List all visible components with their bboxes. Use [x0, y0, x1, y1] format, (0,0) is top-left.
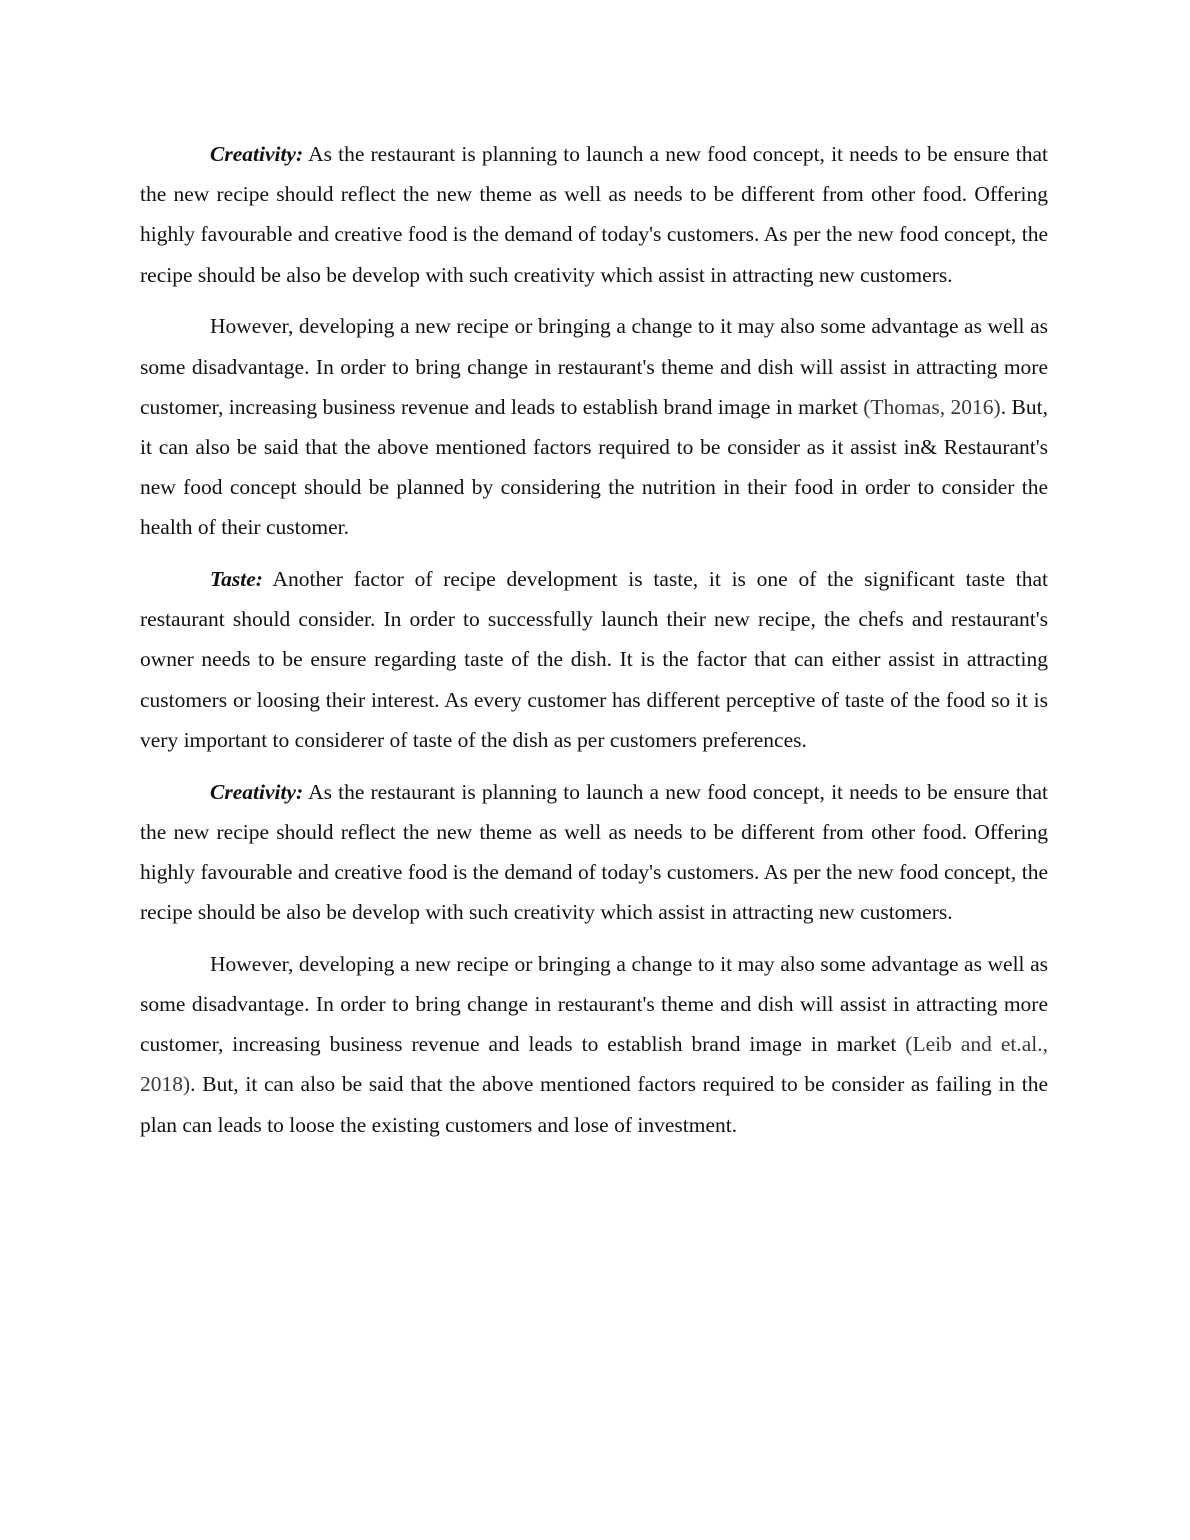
paragraph-advantages-2	[140, 944, 1048, 1145]
paragraph-advantages-1	[140, 306, 1048, 547]
paragraph-text: . But, it can also be said that the above mentioned factors required to be consider as failing in the plan can leads to loose the existing customers and lose of investment.	[140, 1072, 1048, 1137]
paragraph-text: However, developing a new recipe or bringing a change to it may also some advantage as well as some disadvantage. In order to bring change in restaurant's theme and dish will assist in attracting more customer, increasing business revenue and leads to establish brand image in market	[140, 314, 1048, 419]
paragraph-text: As the restaurant is planning to launch a new food concept, it needs to be ensure that the new recipe should reflect the new theme as well as needs to be different from other food. Offering highly favourable and creative food is the demand of today's customers. As per the new food concept, the recipe should be also be develop with such creativity which assist in attracting new customers.	[140, 142, 1048, 287]
paragraph-heading-creativity: Creativity:	[210, 779, 304, 804]
paragraph-text: As the restaurant is planning to launch a new food concept, it needs to be ensure that the new recipe should reflect the new theme as well as needs to be different from other food. Offering highly favourable and creative food is the demand of today's customers. As per the new food concept, the recipe should be also be develop with such creativity which assist in attracting new customers.	[140, 779, 1048, 925]
paragraph-text: However, developing a new recipe or bringing a change to it may also some advantage as well as some disadvantage. In order to bring change in restaurant's theme and dish will assist in attracting more customer, increasing business revenue and leads to establish brand image in market	[140, 951, 1048, 1057]
citation: (Leib and et.al., 2018)	[140, 1032, 1048, 1097]
paragraph-heading-taste: Taste:	[210, 567, 263, 592]
paragraph-text: . But, it can also be said that the above mentioned factors required to be consider as it assist in& Restaurant's new food concept should be planned by considering the nutrition in their food in order to consider the health of their customer.	[140, 394, 1048, 540]
paragraph-creativity-2	[140, 772, 1048, 933]
paragraph-heading-creativity: Creativity:	[210, 142, 304, 166]
paragraph-taste	[140, 559, 1048, 760]
paragraph-text: Another factor of recipe development is taste, it is one of the significant taste that restaurant should consider. In order to successfully launch their new recipe, the chefs and restaurant's owner needs to be ensure regarding taste of the dish. It is the factor that can either assist in attracting customers or loosing their interest. As every customer has different perceptive of taste of the food so it is very important to considerer of taste of the dish as per customers preferences.	[140, 567, 1048, 752]
citation: (Thomas, 2016)	[863, 394, 1001, 419]
document-body	[140, 134, 1048, 1156]
paragraph-creativity-1	[140, 134, 1048, 295]
